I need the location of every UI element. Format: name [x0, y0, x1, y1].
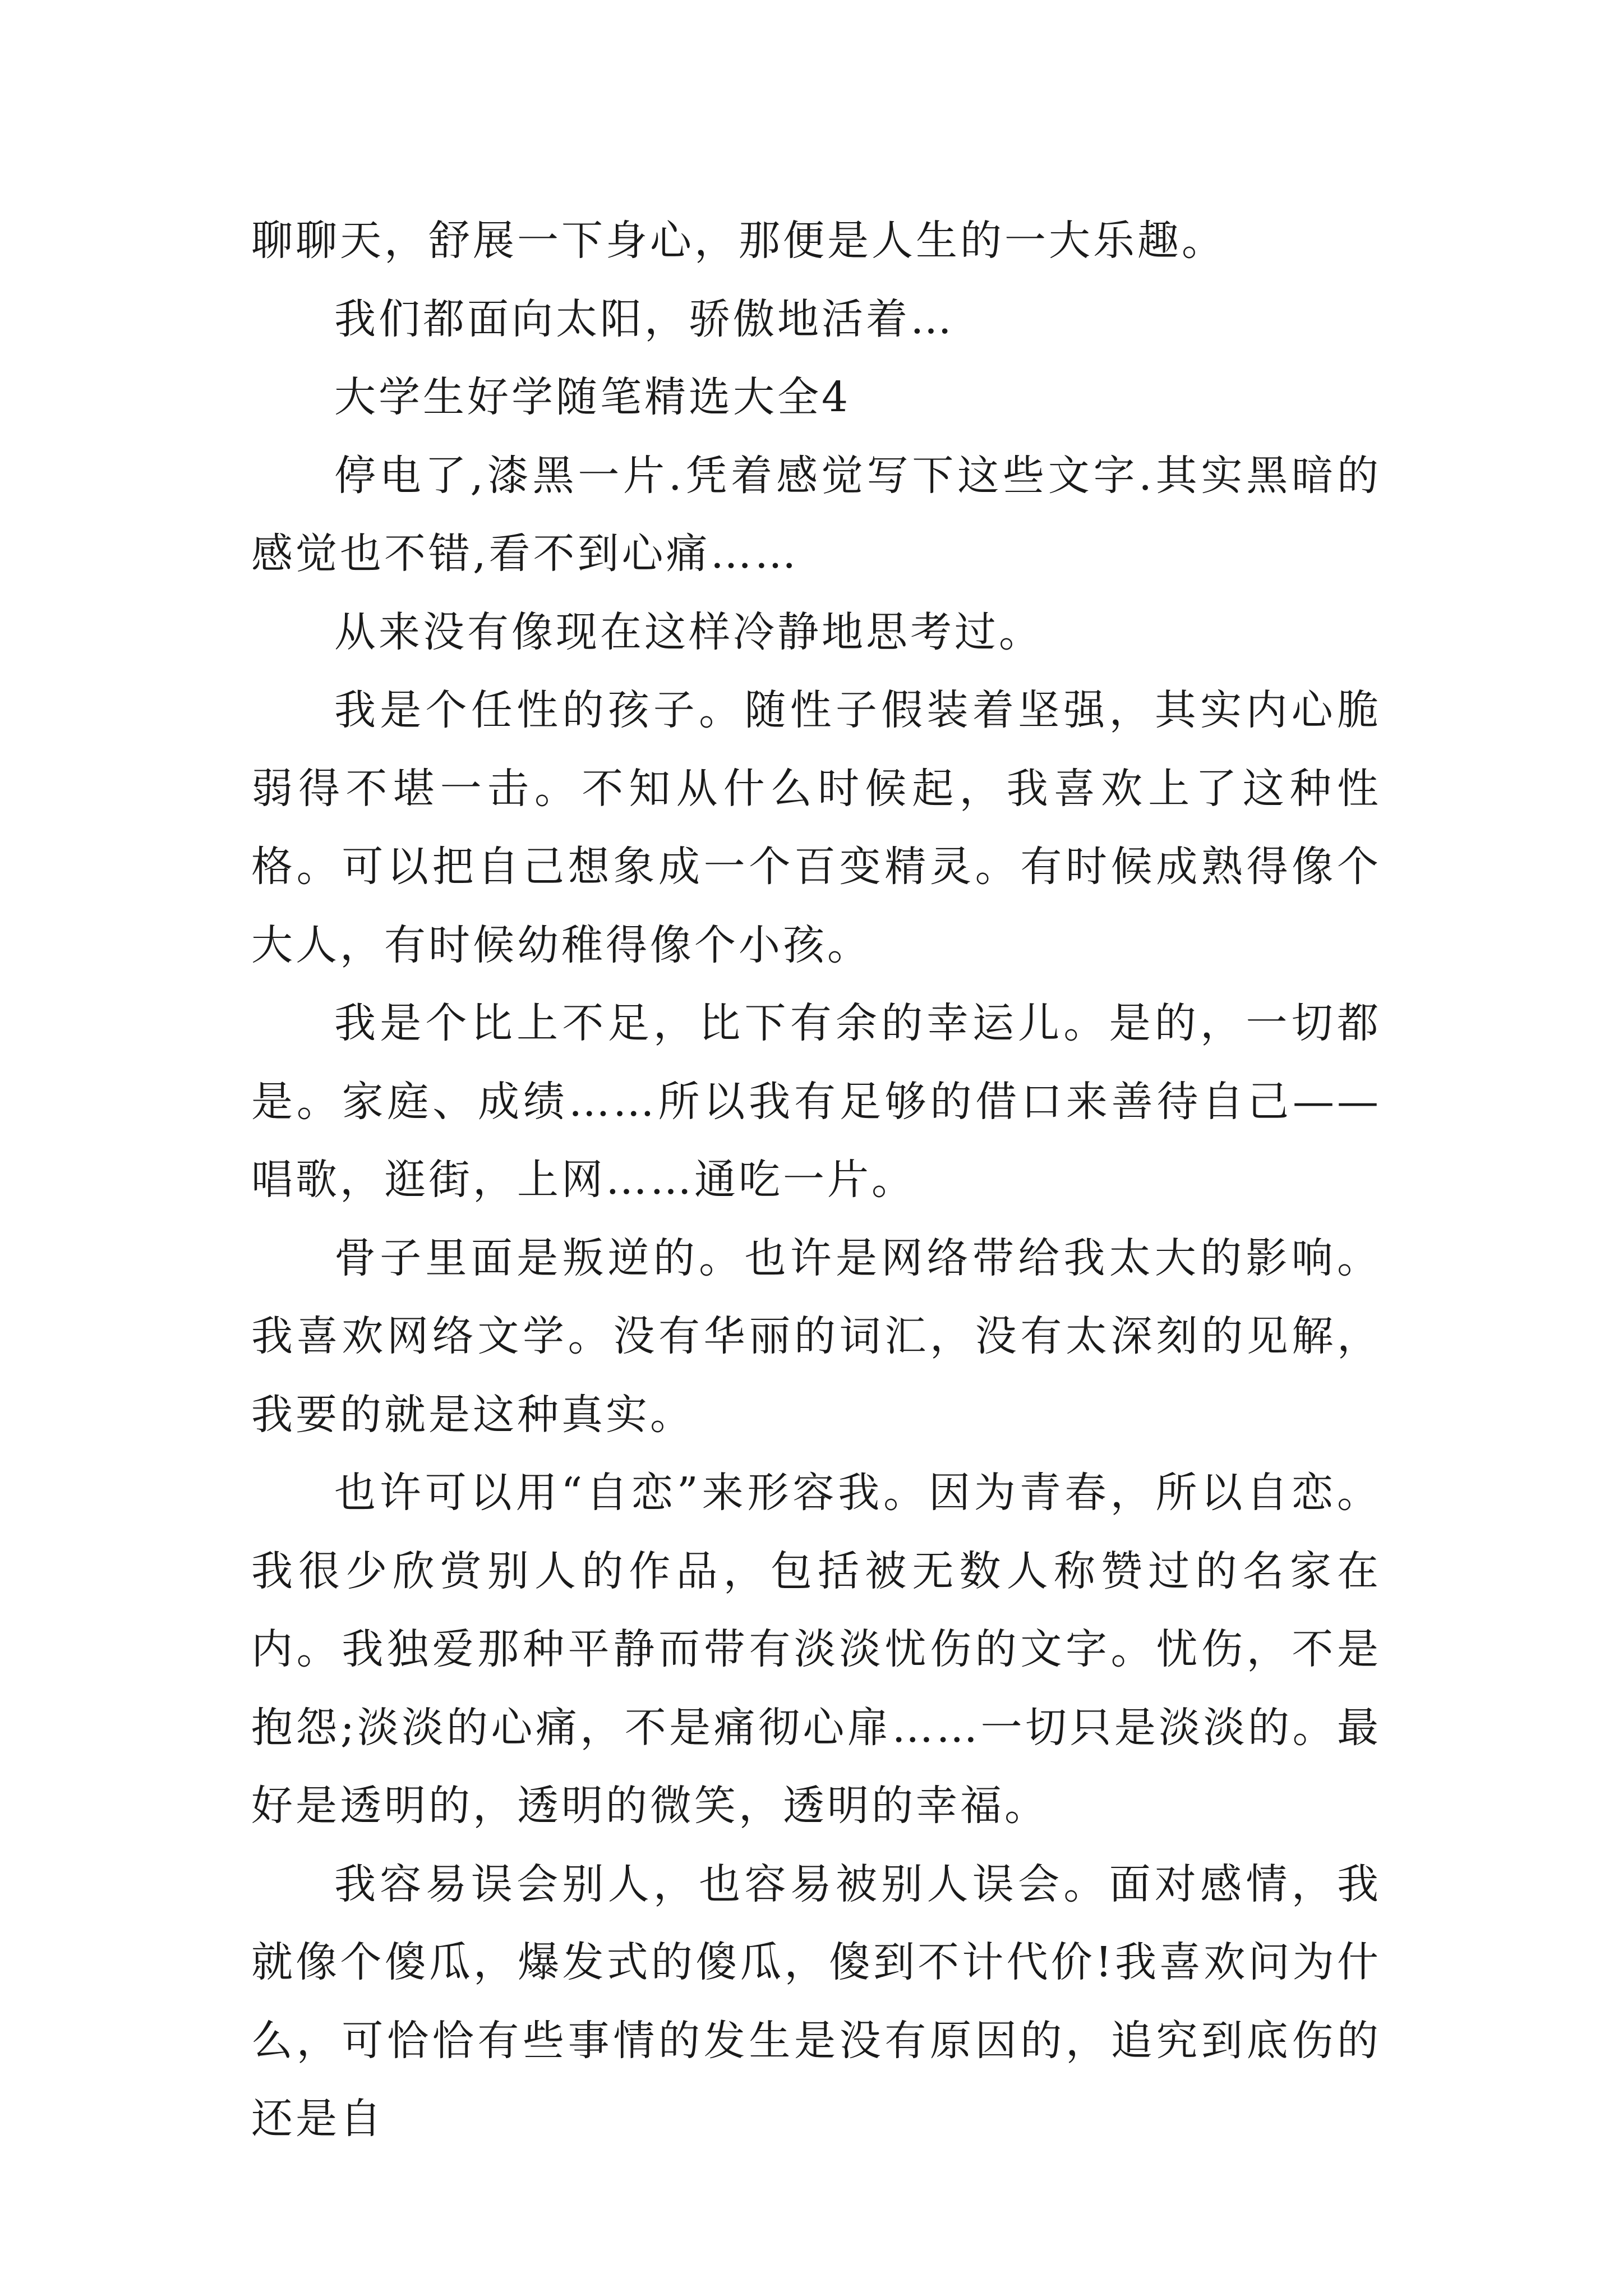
paragraph: 聊聊天，舒展一下身心，那便是人生的一大乐趣。 — [251, 217, 1226, 265]
paragraph: 我是个任性的孩子。随性子假装着坚强，其实内心脆弱得不堪一击。不知从什么时候起，我喜欢上了这种性格。可以把自己想象成一个百变精灵。有时候成熟得像个大人，有时候幼稚得像个小孩。 — [251, 686, 1381, 969]
paragraph: 骨子里面是叛逆的。也许是网络带给我太大的影响。我喜欢网络文学。没有华丽的词汇，没有太深刻的见解，我要的就是这种真实。 — [251, 1234, 1381, 1439]
paragraph: 也许可以用“自恋”来形容我。因为青春，所以自恋。我很少欣赏别人的作品，包括被无数人称赞过的名家在内。我独爱那种平静而带有淡淡忧伤的文字。忧伤，不是抱怨;淡淡的心痛，不是痛彻心扉……一切只是淡淡的。最好是透明的，透明的微笑，透明的幸福。 — [251, 1469, 1381, 1830]
paragraph: 我容易误会别人，也容易被别人误会。面对感情，我就像个傻瓜，爆发式的傻瓜，傻到不计代价!我喜欢问为什么，可恰恰有些事情的发生是没有原因的，追究到底伤的还是自 — [251, 1860, 1381, 2143]
paragraph: 我们都面向太阳，骄傲地活着… — [334, 295, 955, 343]
document-body — [251, 202, 1381, 2159]
section-heading: 大学生好学随笔精选大全4 — [334, 373, 851, 421]
paragraph: 停电了,漆黑一片.凭着感觉写下这些文字.其实黑暗的感觉也不错,看不到心痛…… — [251, 451, 1381, 578]
paragraph: 我是个比上不足，比下有余的幸运儿。是的，一切都是。家庭、成绩……所以我有足够的借口来善待自己——唱歌，逛街，上网……通吃一片。 — [251, 999, 1381, 1204]
paragraph: 从来没有像现在这样冷静地思考过。 — [334, 608, 1043, 656]
